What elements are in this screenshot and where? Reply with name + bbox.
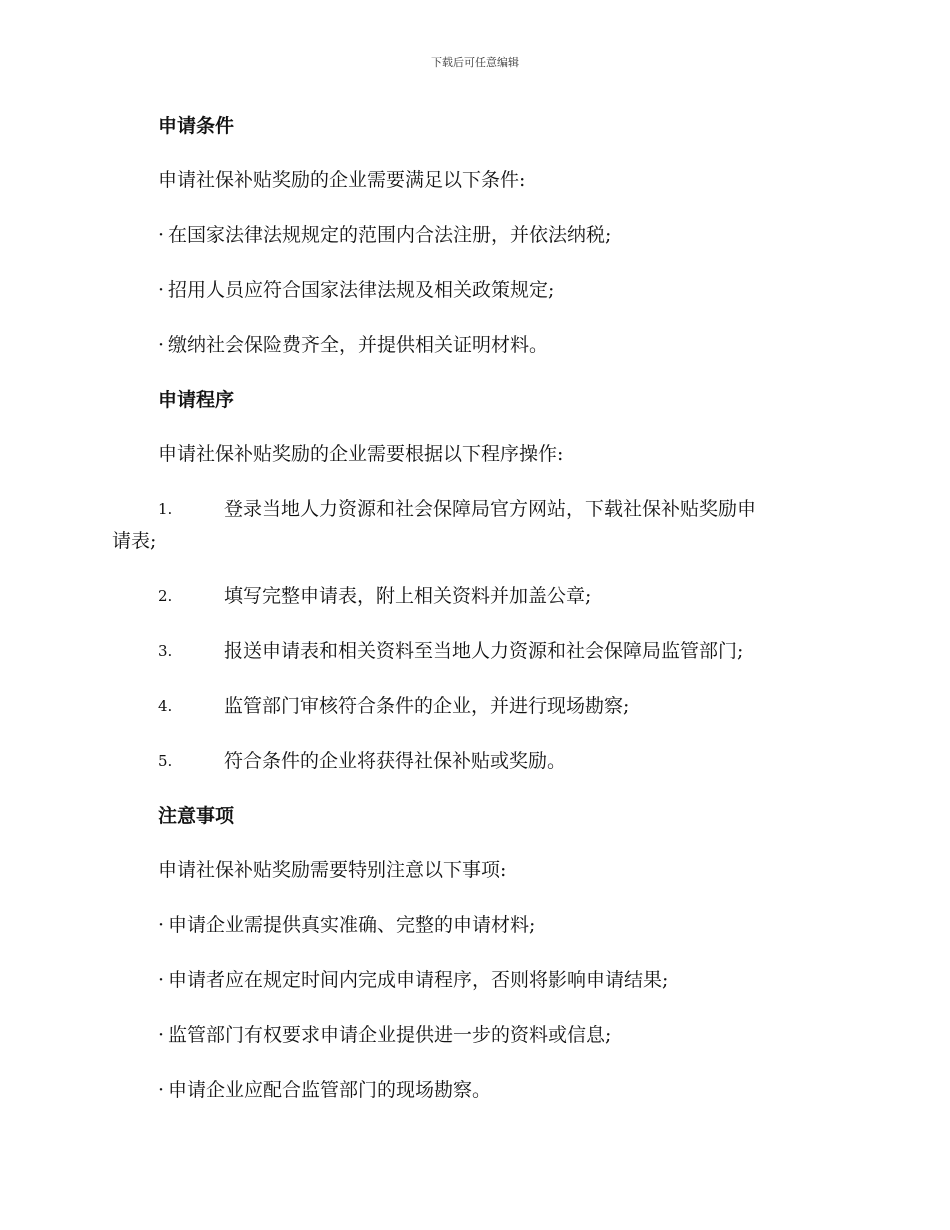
step-number: 3. xyxy=(158,642,173,660)
page-header: 下载后可任意编辑 xyxy=(431,56,519,69)
numbered-step xyxy=(112,745,840,777)
numbered-step xyxy=(112,690,840,722)
bullet-glyph: · xyxy=(158,279,165,301)
numbered-step xyxy=(112,635,840,667)
step-number: 2. xyxy=(158,587,173,605)
list-item-text: 监管部门有权要求申请企业提供进一步的资料或信息; xyxy=(168,1024,612,1046)
list-item-text: 招用人员应符合国家法律法规及相关政策规定; xyxy=(168,279,555,301)
list-item xyxy=(158,329,840,361)
section-intro: 申请社保补贴奖励的企业需要根据以下程序操作: xyxy=(158,443,564,465)
section-intro: 申请社保补贴奖励的企业需要满足以下条件: xyxy=(158,169,526,191)
step-number: 5. xyxy=(158,752,173,770)
step-text: 符合条件的企业将获得社保补贴或奖励。 xyxy=(224,750,567,772)
list-item-text: 缴纳社会保险费齐全，并提供相关证明材料。 xyxy=(168,334,549,356)
bullet-glyph: · xyxy=(158,1079,165,1101)
list-item xyxy=(158,909,840,941)
bullet-glyph: · xyxy=(158,969,165,991)
list-item xyxy=(158,219,840,251)
step-text: 报送申请表和相关资料至当地人力资源和社会保障局监管部门; xyxy=(224,640,744,662)
list-item xyxy=(158,1019,840,1051)
list-item-text: 在国家法律法规规定的范围内合法注册，并依法纳税; xyxy=(168,224,612,246)
list-item xyxy=(158,274,840,306)
section-heading-conditions: 申请条件 xyxy=(158,115,235,137)
section-heading-procedure: 申请程序 xyxy=(158,389,235,411)
bullet-glyph: · xyxy=(158,914,165,936)
bullet-glyph: · xyxy=(158,224,165,246)
list-item-text: 申请者应在规定时间内完成申请程序，否则将影响申请结果; xyxy=(168,969,669,991)
bullet-glyph: · xyxy=(158,334,165,356)
list-item-text: 申请企业应配合监管部门的现场勘察。 xyxy=(168,1079,492,1101)
step-text-continuation: 请表; xyxy=(112,530,157,552)
numbered-step xyxy=(112,580,840,612)
document-body xyxy=(112,110,840,1129)
step-number: 1. xyxy=(158,500,173,518)
numbered-step xyxy=(112,493,840,557)
step-text: 登录当地人力资源和社会保障局官方网站，下载社保补贴奖励申 xyxy=(224,498,757,520)
step-text: 填写完整申请表，附上相关资料并加盖公章; xyxy=(224,585,592,607)
step-number: 4. xyxy=(158,697,173,715)
list-item xyxy=(158,964,840,996)
section-intro: 申请社保补贴奖励需要特别注意以下事项: xyxy=(158,859,507,881)
list-item xyxy=(158,1074,840,1106)
list-item-text: 申请企业需提供真实准确、完整的申请材料; xyxy=(168,914,536,936)
section-heading-notes: 注意事项 xyxy=(158,805,235,827)
step-text: 监管部门审核符合条件的企业，并进行现场勘察; xyxy=(224,695,630,717)
bullet-glyph: · xyxy=(158,1024,165,1046)
